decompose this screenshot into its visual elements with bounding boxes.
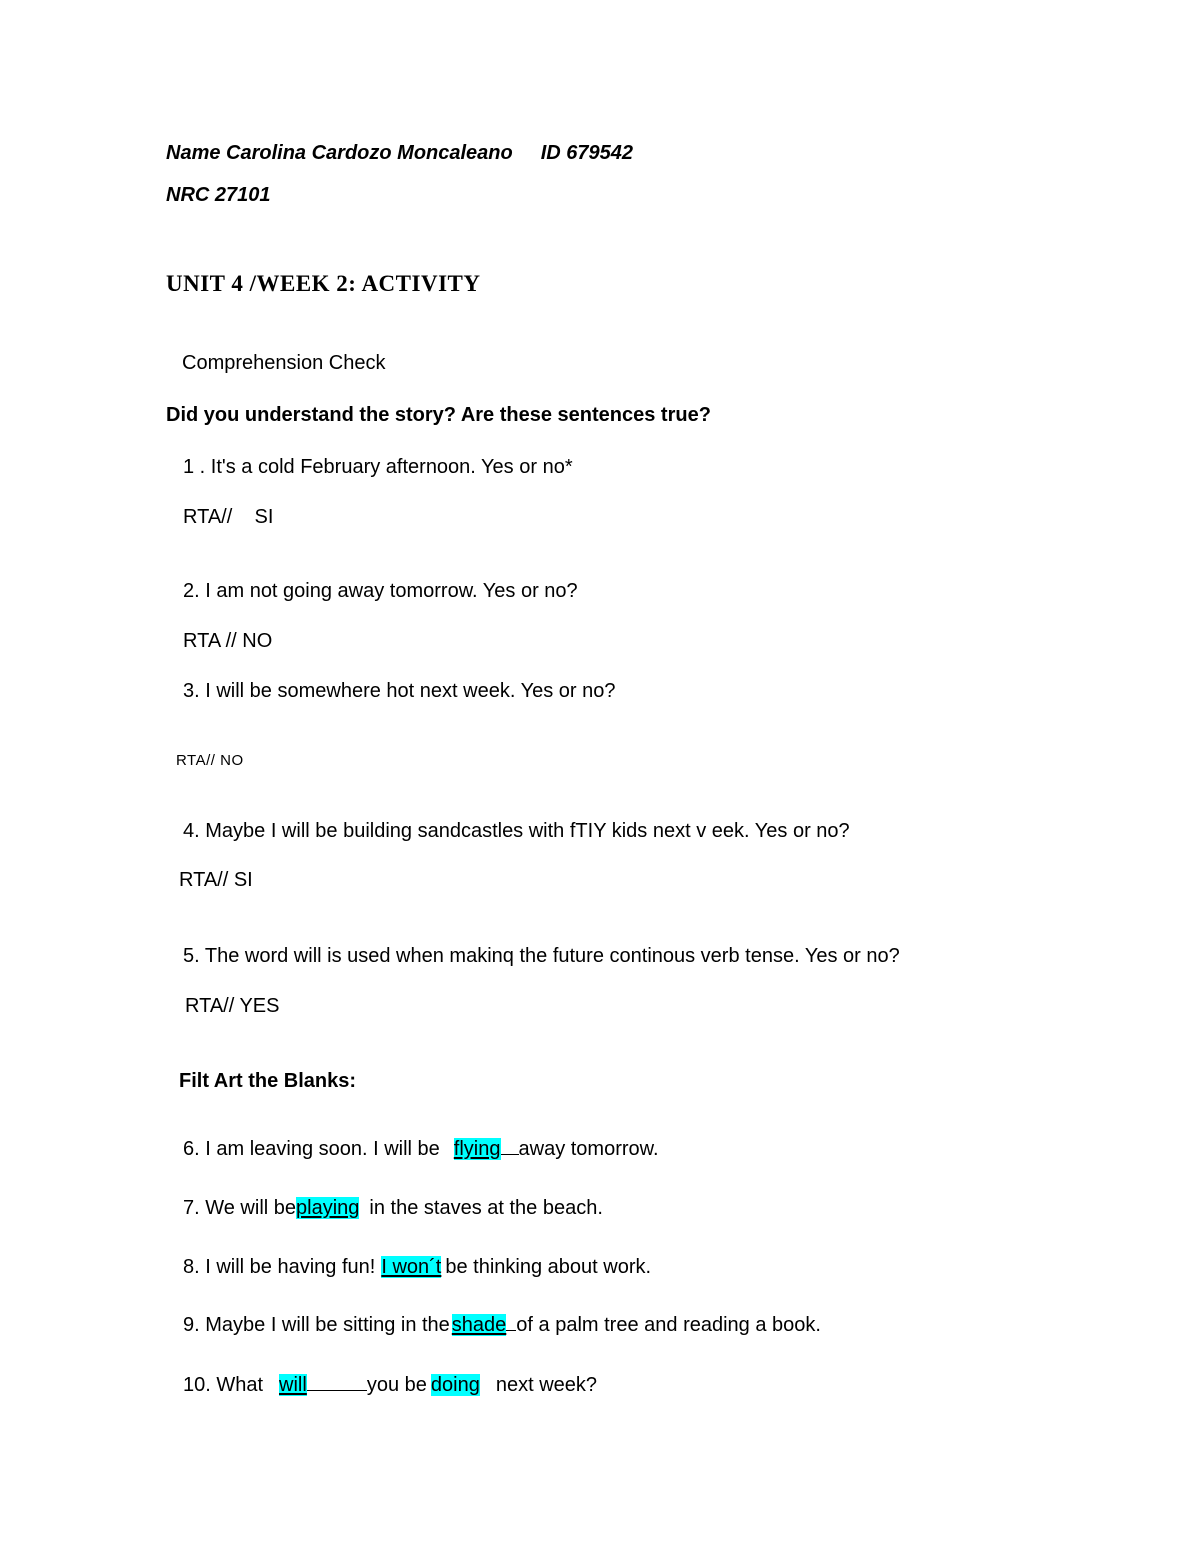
answer-5: RTA// YES	[185, 995, 280, 1017]
answer-3: RTA// NO	[176, 752, 244, 769]
answer-4: RTA// SI	[179, 869, 253, 891]
sentence-8	[183, 1257, 651, 1277]
student-name-line	[166, 143, 633, 163]
sentence-6-blank	[501, 1153, 519, 1155]
comprehension-heading: Comprehension Check	[182, 352, 386, 374]
question-3: 3. I will be somewhere hot next week. Yes or no?	[183, 680, 616, 702]
sentence-9-answer: shade	[451, 1314, 507, 1336]
sentence-6-start: 6. I am leaving soon. I will be	[183, 1138, 440, 1160]
sentence-9-blank	[506, 1329, 516, 1331]
sentence-8-end: be thinking about work.	[445, 1256, 652, 1278]
sentence-10-answer-1: will	[279, 1374, 307, 1396]
sentence-8-answer: I won´t	[381, 1256, 442, 1278]
page-title: UNIT 4 /WEEK 2: ACTIVITY	[166, 271, 481, 296]
student-id: ID 679542	[540, 142, 634, 164]
sentence-6	[183, 1139, 659, 1159]
sentence-10-end: next week?	[495, 1374, 597, 1396]
sentence-7	[183, 1198, 603, 1218]
sentence-7-answer: playing	[296, 1197, 360, 1219]
student-name: Name Carolina Cardozo Moncaleano	[166, 142, 513, 164]
sentence-7-start: 7. We will be	[183, 1197, 297, 1219]
question-2: 2. I am not going away tomorrow. Yes or no?	[183, 580, 578, 602]
answer-1: RTA// SI	[183, 506, 274, 528]
sentence-9-end: of a palm tree and reading a book.	[516, 1314, 821, 1336]
sentence-7-end: in the staves at the beach.	[369, 1197, 603, 1219]
sentence-10-blank	[307, 1389, 367, 1391]
nrc-line: NRC 27101	[166, 184, 271, 206]
answer-2: RTA // NO	[183, 630, 273, 652]
question-5: 5. The word will is used when makinq the future continous verb tense. Yes or no?	[183, 945, 900, 967]
sentence-10-start: 10. What	[183, 1374, 264, 1396]
sentence-6-answer: flying	[453, 1138, 501, 1160]
fill-blanks-heading: Filt Art the Blanks:	[179, 1070, 357, 1092]
comprehension-question: Did you understand the story? Are these sentences true?	[166, 404, 711, 426]
question-4: 4. Maybe I will be building sandcastles with fTIY kids next v eek. Yes or no?	[183, 820, 850, 842]
sentence-10-middle: you be	[366, 1374, 427, 1396]
sentence-6-end: away tomorrow.	[518, 1138, 659, 1160]
sentence-10-answer-2: doing	[430, 1374, 480, 1396]
sentence-9	[183, 1315, 821, 1335]
question-1: 1 . It's a cold February afternoon. Yes or no*	[183, 456, 573, 478]
sentence-9-start: 9. Maybe I will be sitting in the	[183, 1314, 450, 1336]
sentence-8-start: 8. I will be having fun!	[183, 1256, 376, 1278]
sentence-10	[183, 1375, 597, 1395]
